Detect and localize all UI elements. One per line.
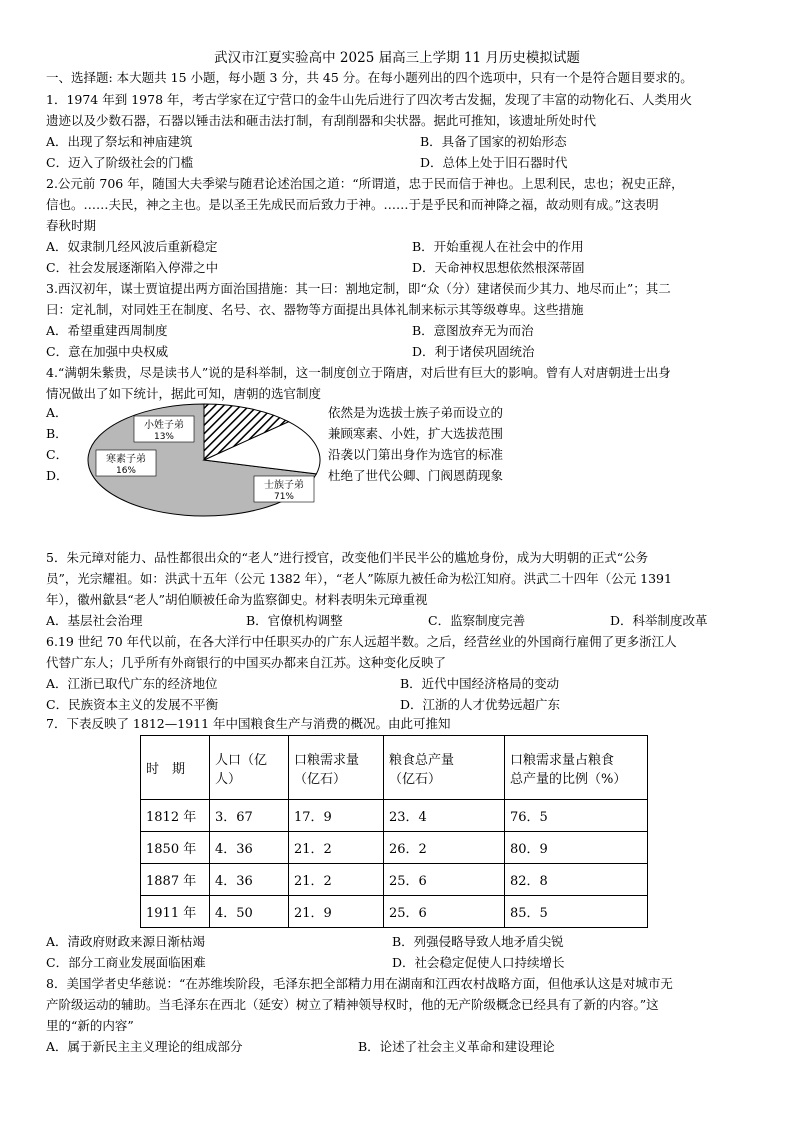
q3-stem-line2: 曰：定礼制，对同姓王在制度、名号、衣、器物等方面提出具体礼制来标示其等级尊卑。这些措施: [46, 302, 584, 317]
q8-option-a: A．属于新民主主义理论的组成部分: [46, 1039, 243, 1054]
q8-stem-line3: 里的“新的内容”: [46, 1018, 134, 1033]
q2-option-a: A．奴隶制几经风波后重新稳定: [46, 239, 218, 254]
q6-option-d: D．江浙的人才优势远超广东: [400, 697, 561, 712]
table-header-cell: 粮食总产量 （亿石）: [384, 736, 505, 800]
q3-option-c: C．意在加强中央权威: [46, 344, 169, 359]
q2-stem-line2: 信也。……夫民，神之主也。是以圣王先成民而后致力于神。……于是乎民和而神降之福，故动则有成。”这表明: [46, 197, 659, 212]
q5-option-b: B．官僚机构调整: [246, 613, 343, 628]
q5-option-d: D．科举制度改革: [610, 613, 708, 628]
table-cell: 4．36: [210, 832, 289, 864]
data-table: [140, 735, 648, 928]
pie-percent-label: 13%: [153, 432, 175, 442]
q7-option-c: C．部分工商业发展面临困难: [46, 955, 206, 970]
q6-option-c: C．民族资本主义的发展不平衡: [46, 697, 219, 712]
pie-label: 士族子弟: [264, 480, 304, 491]
table-header-row: [141, 736, 648, 800]
pie-percent-label: 16%: [115, 466, 137, 476]
q4-option-c-letter: C．: [46, 447, 69, 462]
q4-stem-line2: 情况做出了如下统计，据此可知，唐朝的选官制度: [46, 386, 322, 401]
q5-stem-line2: 员”，光宗耀祖。如：洪武十五年（公元 1382 年），“老人”陈原九被任命为松江知府。洪武二十四年（公元 1391: [46, 571, 672, 586]
q4-option-a-letter: A．: [46, 405, 68, 420]
table-cell: 3．67: [210, 800, 289, 832]
q1-option-a: A．出现了祭坛和神庙建筑: [46, 134, 193, 149]
table-cell: 21．2: [289, 832, 384, 864]
table-cell: 23．4: [384, 800, 505, 832]
page-title: 武汉市江夏实验高中 2025 届高三上学期 11 月历史模拟试题: [214, 50, 580, 66]
q7-option-b: B．列强侵略导致人地矛盾尖锐: [392, 934, 564, 949]
q7-option-d: D．社会稳定促使人口持续增长: [392, 955, 565, 970]
q3-option-d: D．利于诸侯巩固统治: [412, 344, 535, 359]
table-cell: 82．8: [505, 864, 648, 896]
q2-stem-line1: 2.公元前 706 年，随国大夫季梁与随君论述治国之道：“所谓道，忠于民而信于神也。上思利民，忠也；祝史正辞，: [46, 176, 684, 191]
q6-option-a: A．江浙已取代广东的经济地位: [46, 676, 218, 691]
q4-option-b: 兼顾寒素、小姓，扩大选拔范围: [328, 426, 504, 441]
table-header-cell: 口粮需求量占粮食 总产量的比例（%）: [505, 736, 648, 800]
table-cell: 25．6: [384, 864, 505, 896]
q4-option-d: 杜绝了世代公卿、门阀恩荫现象: [328, 468, 504, 483]
pie-percent-label: 71%: [273, 492, 295, 502]
q3-option-a: A．希望重建西周制度: [46, 323, 168, 338]
table-cell: 1887 年: [141, 864, 210, 896]
q1-stem-line1: 1．1974 年到 1978 年，考古学家在辽宁营口的金牛山先后进行了四次考古发掘，发现了丰富的动物化石、人类用火: [46, 92, 692, 107]
table-cell: 17．9: [289, 800, 384, 832]
table-cell: 4．50: [210, 896, 289, 928]
q1-option-b: B．具备了国家的初始形态: [420, 134, 567, 149]
pie-label: 小姓子弟: [144, 420, 184, 431]
table-cell: 1850 年: [141, 832, 210, 864]
pie-label: 寒素子弟: [106, 454, 146, 465]
table-cell: 1812 年: [141, 800, 210, 832]
table-row: [141, 832, 648, 864]
q2-option-b: B．开始重视人在社会中的作用: [412, 239, 584, 254]
section-intro: 一、选择题: 本大题共 15 小题，每小题 3 分，共 45 分。在每小题列出的四个选项中，只有一个是符合题目要求的。: [46, 70, 693, 85]
table-header-cell: 人口（亿人）: [210, 736, 289, 800]
table-cell: 85．5: [505, 896, 648, 928]
q7-option-a: A．清政府财政来源日渐枯竭: [46, 934, 206, 949]
table-cell: 21．9: [289, 896, 384, 928]
table-cell: 76．5: [505, 800, 648, 832]
table-cell: 21．2: [289, 864, 384, 896]
q6-stem-line1: 6.19 世纪 70 年代以前，在各大洋行中任职买办的广东人远超半数。之后，经营丝业的外国商行雇佣了更多浙江人: [46, 634, 677, 649]
q8-stem-line2: 产阶级运动的辅助。当毛泽东在西北（延安）树立了精神领导权时，他的无产阶级概念已经具有了新的内容。”这: [46, 997, 659, 1012]
q6-option-b: B．近代中国经济格局的变动: [400, 676, 560, 691]
table-cell: 25．6: [384, 896, 505, 928]
q4-stem-line1: 4.“满朝朱紫贵，尽是读书人”说的是科举制，这一制度创立于隋唐，对后世有巨大的影响。曾有人对唐朝进士出身: [46, 365, 671, 380]
pie-chart: [84, 400, 324, 523]
table-cell: 4．36: [210, 864, 289, 896]
q8-option-b: B．论述了社会主义革命和建设理论: [358, 1039, 555, 1054]
q2-option-c: C．社会发展逐渐陷入停滞之中: [46, 260, 219, 275]
table-header-cell: 时 期: [141, 736, 210, 800]
table-header-cell: 口粮需求量 （亿石）: [289, 736, 384, 800]
table-row: [141, 800, 648, 832]
q5-stem-line1: 5．朱元璋对能力、品性都很出众的“老人”进行授官，改变他们半民半公的尴尬身份，成为大明朝的正式“公务: [46, 550, 649, 565]
q8-stem-line1: 8．美国学者史华慈说：“在苏维埃阶段，毛泽东把全部精力用在湖南和江西农村战略方面，但他承认这是对城市无: [46, 976, 673, 991]
q1-option-d: D．总体上处于旧石器时代: [420, 155, 568, 170]
q5-stem-line3: 年），徽州歙县“老人”胡伯顺被任命为监察御史。材料表明朱元璋重视: [46, 592, 428, 607]
q1-stem-line2: 遗迹以及少数石器，石器以锤击法和砸击法打制，有刮削器和尖状器。据此可推知，该遗址所处时代: [46, 113, 597, 128]
q2-option-d: D．天命神权思想依然根深蒂固: [412, 260, 585, 275]
q4-option-c: 沿袭以门第出身作为选官的标准: [328, 447, 504, 462]
q4-option-d-letter: D．: [46, 468, 69, 483]
q3-stem-line1: 3.西汉初年，谋士贾谊提出两方面治国措施：其一曰：割地定制，即“众（分）建诸侯而少其力、地尽而止”；其二: [46, 281, 671, 296]
table-cell: 80．9: [505, 832, 648, 864]
q1-option-c: C．迈入了阶级社会的门槛: [46, 155, 194, 170]
q5-option-a: A．基层社会治理: [46, 613, 143, 628]
table-row: [141, 864, 648, 896]
table-cell: 1911 年: [141, 896, 210, 928]
q7-stem: 7．下表反映了 1812—1911 年中国粮食生产与消费的概况。由此可推知: [46, 716, 451, 731]
q6-stem-line2: 代替广东人；几乎所有外商银行的中国买办都来自江苏。这种变化反映了: [46, 655, 447, 670]
q4-option-b-letter: B．: [46, 426, 68, 441]
table-cell: 26．2: [384, 832, 505, 864]
q2-stem-line3: 春秋时期: [46, 218, 97, 233]
table-row: [141, 896, 648, 928]
q5-option-c: C．监察制度完善: [428, 613, 526, 628]
q4-option-a: 依然是为选拔士族子弟而设立的: [328, 405, 504, 420]
q3-option-b: B．意图放弃无为而治: [412, 323, 534, 338]
